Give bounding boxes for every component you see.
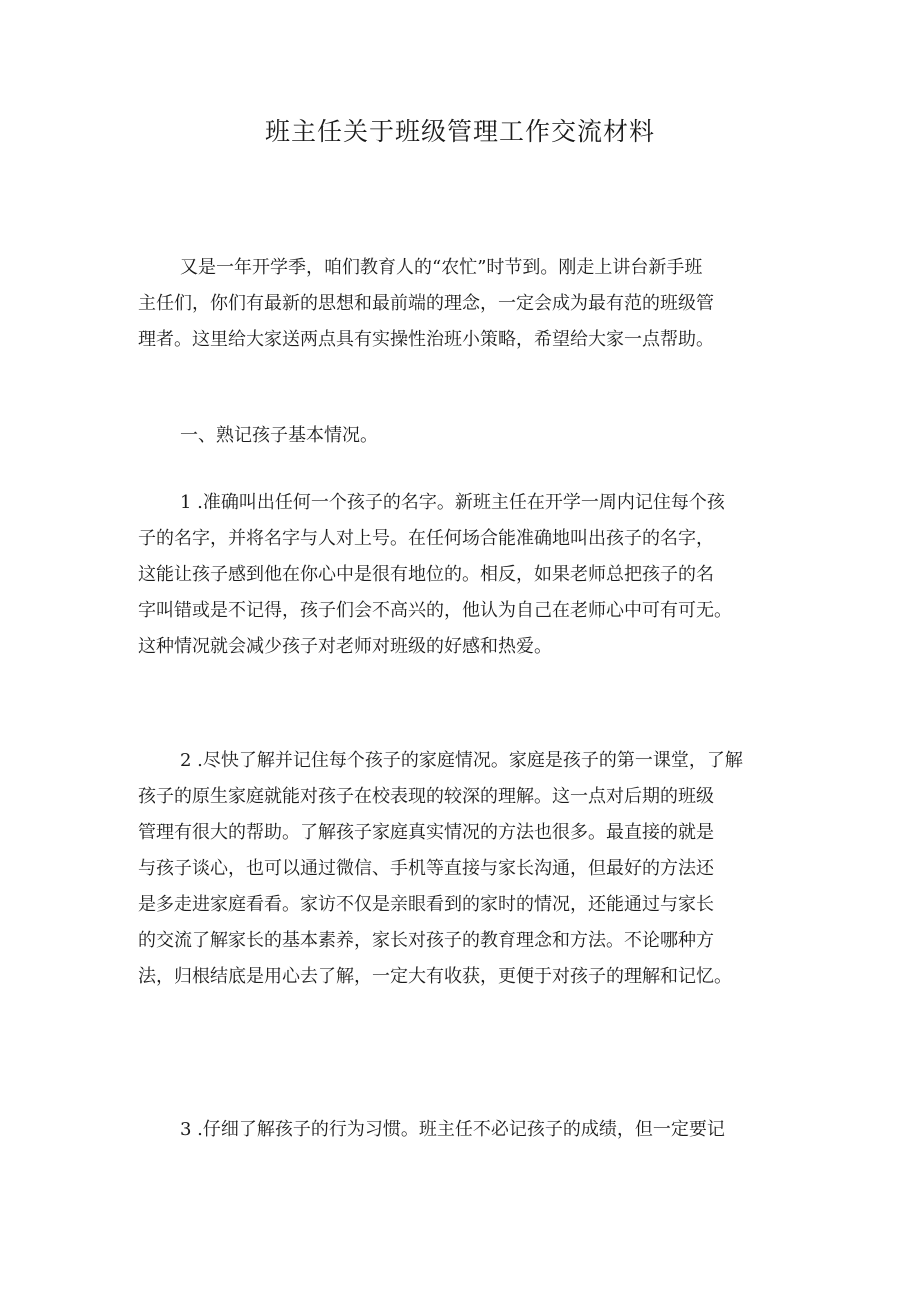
document-title: 班主任关于班级管理工作交流材料 bbox=[264, 117, 655, 146]
paragraph-line: 字叫错或是不记得，孩子们会不高兴的，他认为自己在老师心中可有可无。 bbox=[138, 600, 732, 621]
paragraph-intro bbox=[138, 250, 798, 358]
paragraph-line: 管理有很大的帮助。了解孩子家庭真实情况的方法也很多。最直接的就是 bbox=[138, 822, 714, 843]
paragraph-line: 3 .仔细了解孩子的行为习惯。班主任不必记孩子的成绩，但一定要记 bbox=[180, 1119, 725, 1140]
paragraph-line: 孩子的原生家庭就能对孩子在校表现的较深的理解。这一点对后期的班级 bbox=[138, 786, 714, 807]
section-heading bbox=[138, 418, 798, 454]
paragraph-line: 1 .准确叫出任何一个孩子的名字。新班主任在开学一周内记住每个孩 bbox=[180, 492, 725, 513]
paragraph-line: 这种情况就会减少孩子对老师对班级的好感和热爱。 bbox=[138, 636, 552, 657]
paragraph-line: 法，归根结底是用心去了解，一定大有收获，更便于对孩子的理解和记忆。 bbox=[138, 966, 732, 987]
paragraph-line: 的交流了解家长的基本素养，家长对孩子的教育理念和方法。不论哪种方 bbox=[138, 930, 714, 951]
paragraph-line: 子的名字，并将名字与人对上号。在任何场合能准确地叫出孩子的名字， bbox=[138, 528, 714, 549]
paragraph-item-2 bbox=[138, 743, 798, 995]
paragraph-item-3 bbox=[138, 1112, 798, 1148]
paragraph-line: 又是一年开学季，咱们教育人的“农忙”时节到。刚走上讲台新手班 bbox=[180, 257, 703, 278]
paragraph-line: 与孩子谈心，也可以通过微信、手机等直接与家长沟通，但最好的方法还 bbox=[138, 858, 714, 879]
paragraph-item-1 bbox=[138, 485, 798, 665]
paragraph-line: 2 .尽快了解并记住每个孩子的家庭情况。家庭是孩子的第一课堂，了解 bbox=[180, 750, 743, 771]
paragraph-line: 是多走进家庭看看。家访不仅是亲眼看到的家时的情况，还能通过与家长 bbox=[138, 894, 714, 915]
paragraph-line: 这能让孩子感到他在你心中是很有地位的。相反，如果老师总把孩子的名 bbox=[138, 564, 714, 585]
paragraph-line: 理者。这里给大家送两点具有实操性治班小策略，希望给大家一点帮助。 bbox=[138, 329, 714, 350]
section-heading-text: 一、熟记孩子基本情况。 bbox=[180, 425, 378, 446]
paragraph-line: 主任们，你们有最新的思想和最前端的理念，一定会成为最有范的班级管 bbox=[138, 293, 714, 314]
